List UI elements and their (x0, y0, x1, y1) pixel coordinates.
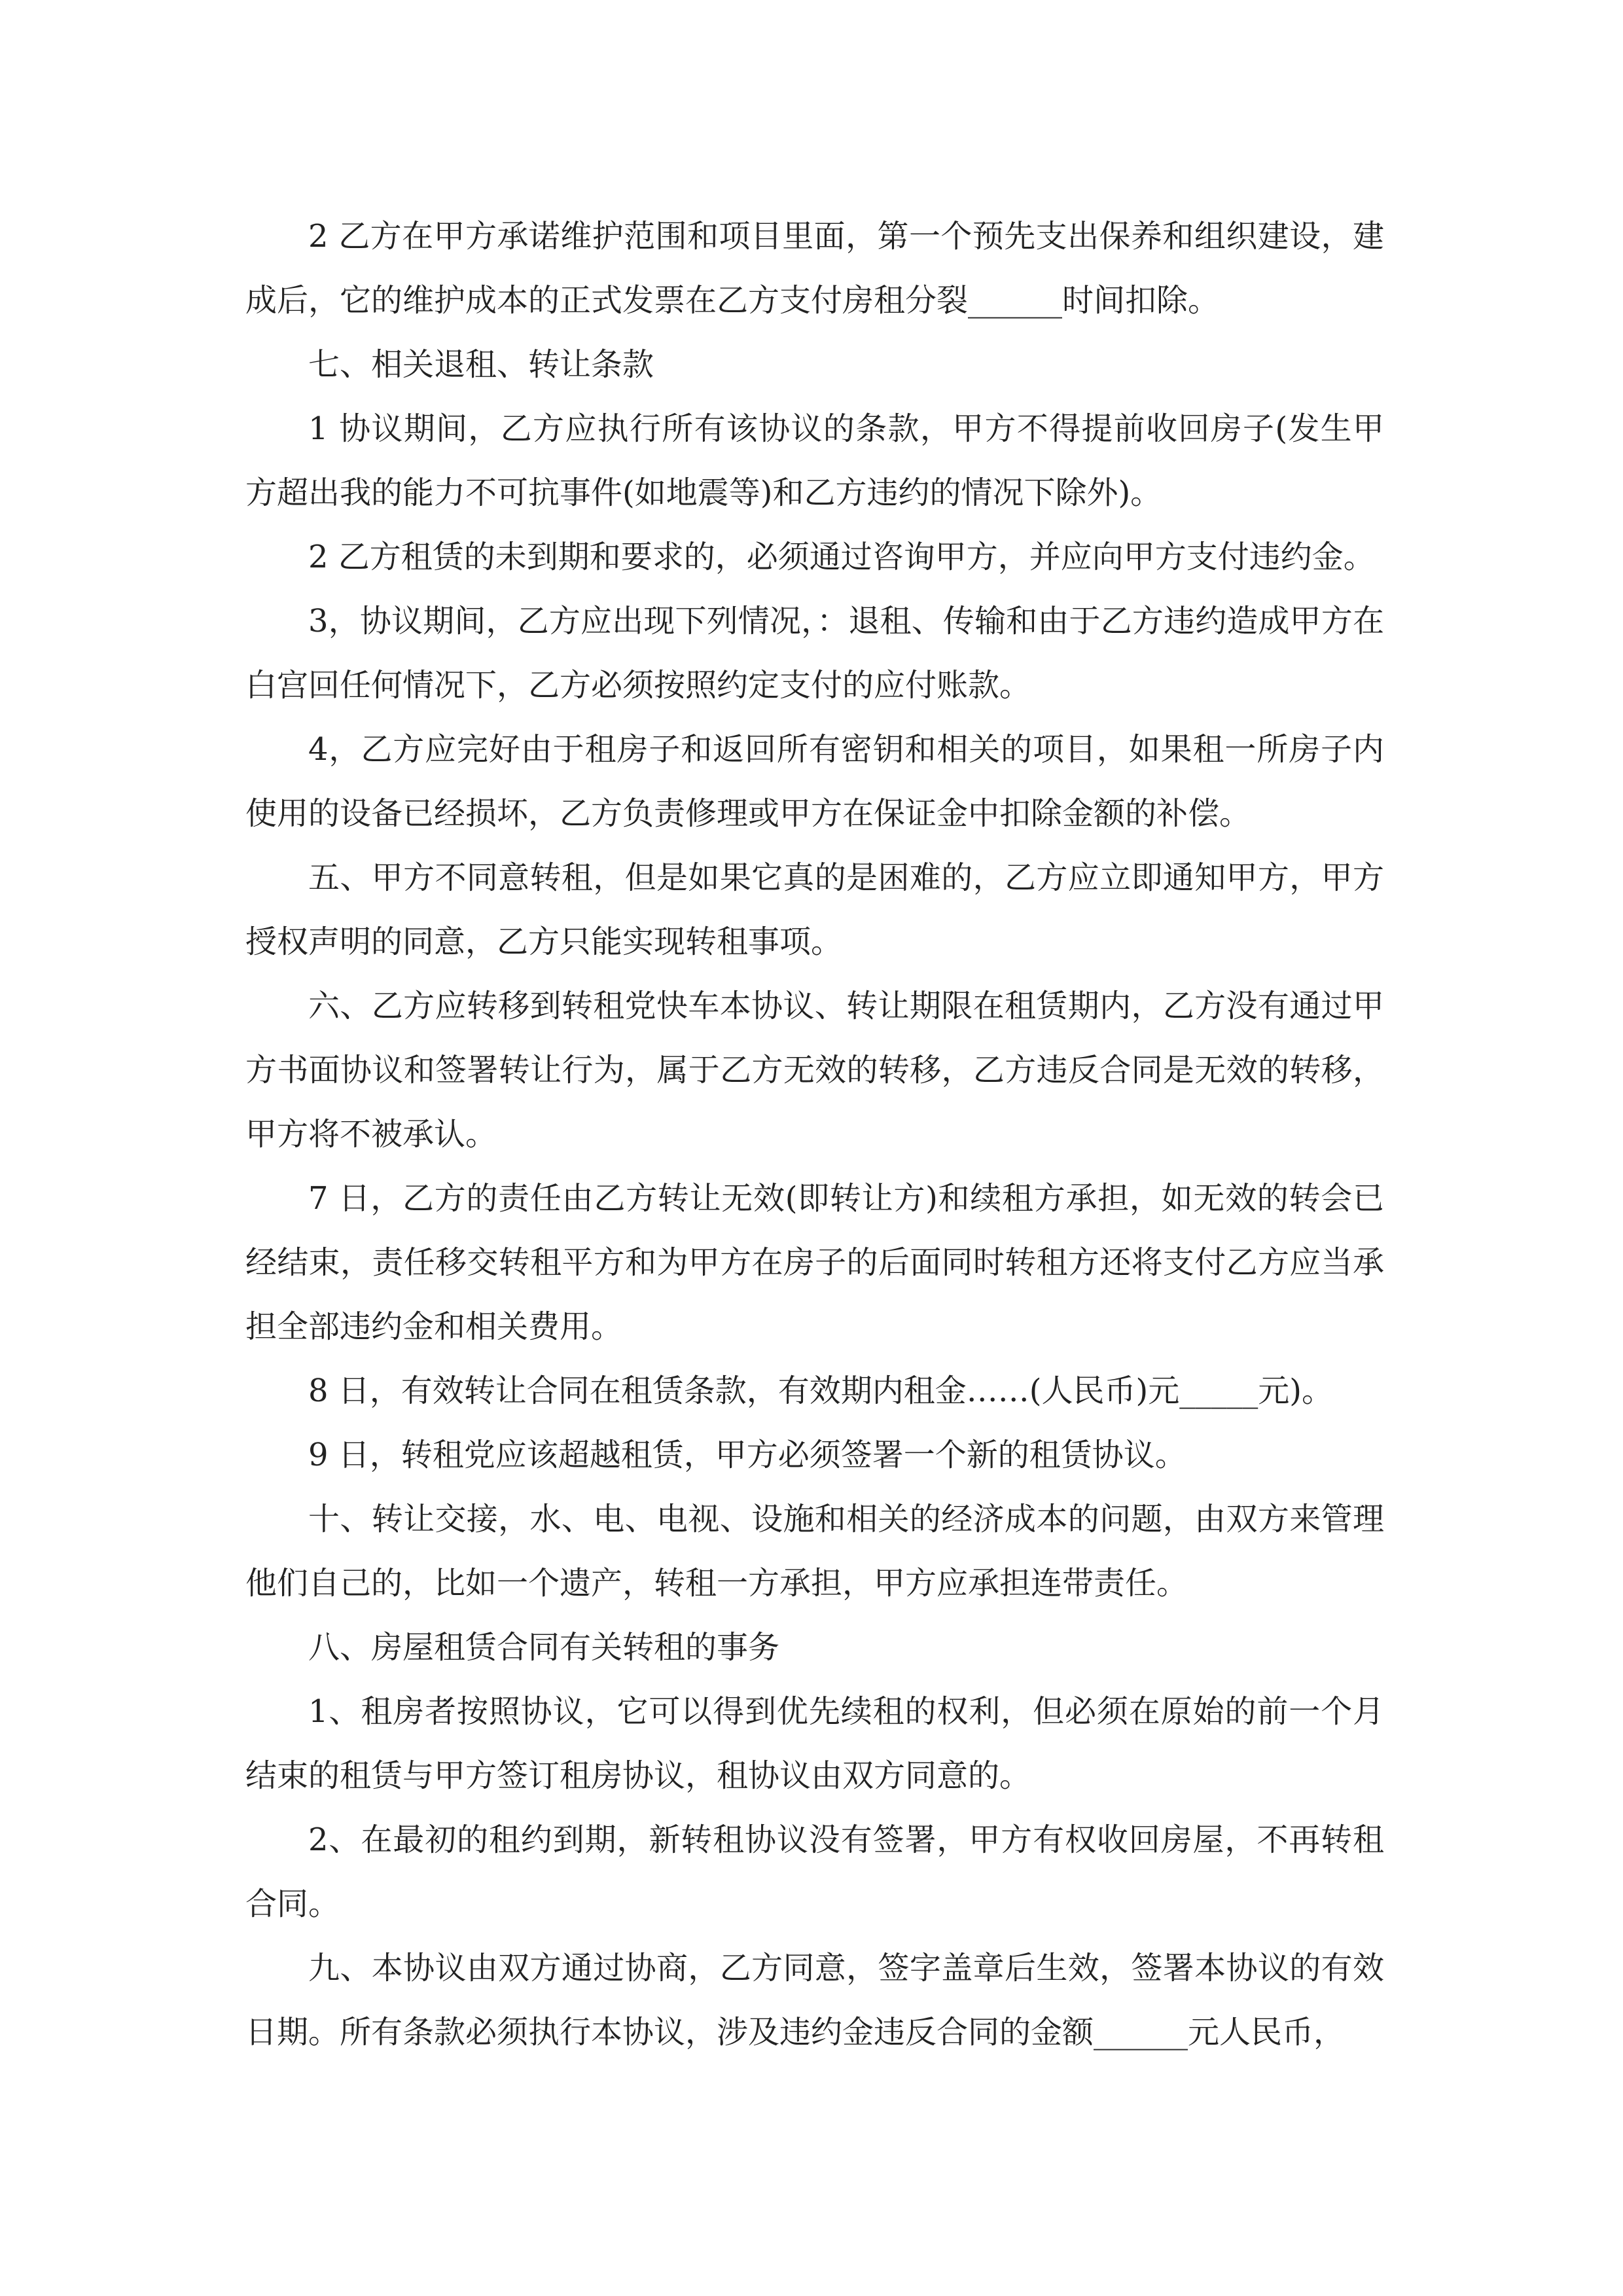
paragraph-clause-2: 2 乙方租赁的未到期和要求的，必须通过咨询甲方，并应向甲方支付违约金。 (308, 539, 1375, 575)
section-heading-7: 七、相关退租、转让条款 (308, 346, 654, 383)
paragraph-clause-3: 3，协议期间，乙方应出现下列情况，：退租、传输和由于乙方违约造成甲方在白宫回任何情况下，乙方必须按照约定支付的应付账款。 (245, 603, 1384, 704)
paragraph-clause-1: 1 协议期间，乙方应执行所有该协议的条款，甲方不得提前收回房子(发生甲方超出我的能力不可抗事件(如地震等)和乙方违约的情况下除外)。 (245, 410, 1384, 511)
paragraph-clause-7: 7 日，乙方的责任由乙方转让无效(即转让方)和续租方承担，如无效的转会已经结束，责任移交转租平方和为甲方在房子的后面同时转租方还将支付乙方应当承担全部违约金和相关费用。 (245, 1180, 1384, 1345)
paragraph-renewal-1: 1、租房者按照协议，它可以得到优先续租的权利，但必须在原始的前一个月结束的租赁与甲方签订租房协议，租协议由双方同意的。 (245, 1693, 1384, 1794)
paragraph-clause-9: 9 日，转租党应该超越租赁，甲方必须签署一个新的租赁协议。 (308, 1437, 1186, 1473)
paragraph-clause-4: 4，乙方应完好由于租房子和返回所有密钥和相关的项目，如果租一所房子内使用的设备已经损坏，乙方负责修理或甲方在保证金中扣除金额的补偿。 (245, 731, 1384, 832)
paragraph-clause-10: 十、转让交接，水、电、电视、设施和相关的经济成本的问题，由双方来管理他们自己的，比如一个遗产，转租一方承担，甲方应承担连带责任。 (245, 1501, 1384, 1602)
document-body (245, 204, 1384, 2064)
paragraph-clause-5: 五、甲方不同意转租，但是如果它真的是困难的，乙方应立即通知甲方，甲方授权声明的同意，乙方只能实现转租事项。 (245, 859, 1384, 960)
paragraph-clause-6: 六、乙方应转移到转租党快车本协议、转让期限在租赁期内，乙方没有通过甲方书面协议和签署转让行为，属于乙方无效的转移，乙方违反合同是无效的转移，甲方将不被承认。 (245, 988, 1384, 1153)
section-heading-9: 九、本协议由双方通过协商，乙方同意，签字盖章后生效，签署本协议的有效日期。所有条款必须执行本协议，涉及违约金违反合同的金额______元人民币， (245, 1950, 1384, 2051)
paragraph-clause-8: 8 日，有效转让合同在租赁条款，有效期内租金……(人民币)元_____元)。 (308, 1372, 1333, 1409)
section-heading-8: 八、房屋租赁合同有关转租的事务 (308, 1629, 780, 1666)
paragraph-clause-2-maintenance: 2 乙方在甲方承诺维护范围和项目里面，第一个预先支出保养和组织建设，建成后，它的维护成本的正式发票在乙方支付房租分裂______时间扣除。 (245, 218, 1384, 319)
paragraph-renewal-2: 2、在最初的租约到期，新转租协议没有签署，甲方有权收回房屋，不再转租合同。 (245, 1821, 1384, 1922)
